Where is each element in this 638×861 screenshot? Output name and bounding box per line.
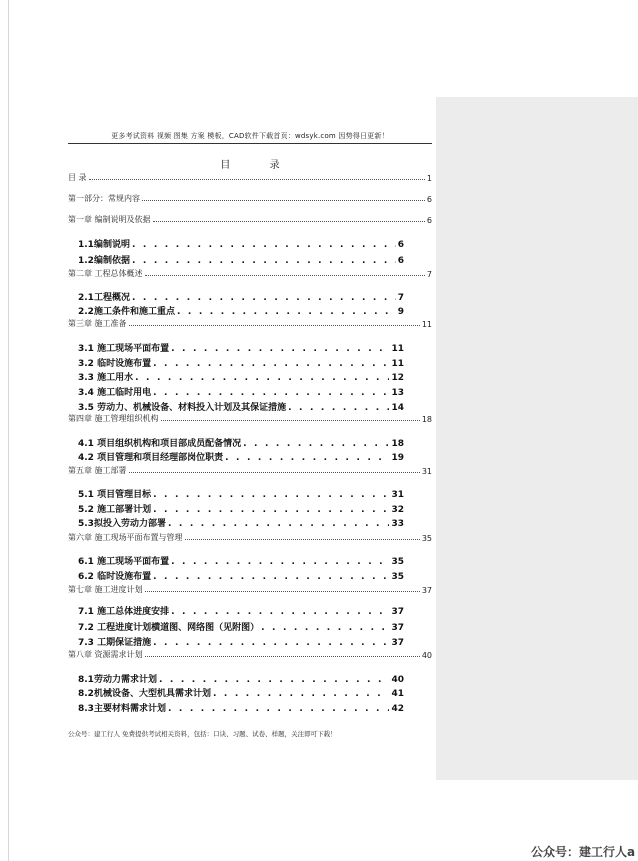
toc-leader-dots [168, 519, 390, 529]
toc-leader-dots [135, 373, 389, 383]
toc-entry-page-number: 37 [391, 607, 404, 617]
toc-entry-label: 第一章 编制说明及依据 [68, 215, 151, 224]
page-header: 更多考试资料 视频 图集 方案 模板，CAD软件下载首页：wdsyk.com 因势得日更新！ [111, 132, 389, 140]
toc-entry-page-number: 19 [391, 453, 404, 463]
toc-section-entry[interactable] [78, 502, 404, 515]
toc-entry-label: 第六章 施工现场平面布置与管理 [68, 533, 183, 542]
toc-entry-page-number: 13 [391, 388, 404, 398]
toc-section-entry[interactable] [78, 701, 404, 714]
toc-chapter-entry[interactable] [68, 214, 432, 225]
toc-entry-page-number: 32 [391, 505, 404, 515]
toc-entry-label: 第一部分：常规内容 [68, 194, 140, 203]
toc-leader-dots [153, 490, 389, 500]
toc-entry-label: 2.1工程概况 [78, 293, 130, 303]
toc-entry-page-number: 37 [421, 586, 432, 595]
toc-entry-page-number: 40 [421, 651, 432, 660]
toc-entry-label: 8.2机械设备、大型机具需求计划 [78, 689, 211, 699]
toc-section-entry[interactable] [78, 370, 404, 383]
toc-leader-dots [171, 557, 389, 567]
toc-section-entry[interactable] [78, 450, 404, 463]
toc-entry-label: 3.5 劳动力、机械设备、材料投入计划及其保证措施 [78, 403, 287, 413]
toc-section-entry[interactable] [78, 290, 404, 303]
toc-chapter-entry[interactable] [68, 584, 432, 595]
toc-leader-dots [168, 704, 390, 714]
side-panel [436, 97, 638, 780]
toc-leader-dots [132, 240, 396, 250]
toc-leader-dots [132, 256, 396, 266]
toc-entry-label: 目 录 [68, 173, 87, 182]
toc-leader-dots [261, 623, 389, 633]
toc-leader-dots [153, 572, 389, 582]
toc-entry-label: 第二章 工程总体概述 [68, 269, 143, 278]
toc-leader-dots [213, 689, 390, 699]
toc-entry-page-number: 40 [391, 675, 404, 685]
toc-entry-label: 第七章 施工进度计划 [68, 585, 143, 594]
toc-leader-dots [153, 221, 425, 222]
toc-entry-page-number: 6 [426, 216, 432, 225]
toc-entry-label: 3.3 施工用水 [78, 373, 134, 383]
toc-chapter-entry[interactable] [68, 465, 432, 476]
toc-section-entry[interactable] [78, 554, 404, 567]
toc-leader-dots [142, 200, 425, 201]
toc-entry-page-number: 35 [421, 534, 432, 543]
toc-chapter-entry[interactable] [68, 172, 432, 183]
toc-title: 目 录 [220, 160, 298, 171]
toc-section-entry[interactable] [78, 686, 404, 699]
toc-leader-dots [129, 472, 420, 473]
toc-section-entry[interactable] [78, 253, 404, 266]
toc-entry-label: 第八章 资源需求计划 [68, 650, 143, 659]
toc-entry-label: 1.2编制依据 [78, 256, 130, 266]
toc-section-entry[interactable] [78, 400, 404, 413]
toc-chapter-entry[interactable] [68, 193, 432, 204]
toc-chapter-entry[interactable] [68, 268, 432, 279]
toc-entry-page-number: 12 [391, 373, 404, 383]
toc-chapter-entry[interactable] [68, 413, 432, 424]
toc-chapter-entry[interactable] [68, 532, 432, 543]
toc-entry-page-number: 37 [391, 623, 404, 633]
toc-leader-dots [153, 388, 389, 398]
toc-entry-page-number: 31 [391, 490, 404, 500]
toc-entry-label: 第五章 施工部署 [68, 466, 127, 475]
toc-leader-dots [145, 656, 420, 657]
toc-leader-dots [161, 420, 420, 421]
toc-entry-page-number: 42 [391, 704, 404, 714]
toc-section-entry[interactable] [78, 672, 404, 685]
toc-entry-label: 3.2 临时设施布置 [78, 359, 152, 369]
toc-entry-label: 3.1 施工现场平面布置 [78, 344, 170, 354]
toc-section-entry[interactable] [78, 304, 404, 317]
toc-entry-label: 4.2 项目管理和项目经理部岗位职责 [78, 453, 224, 463]
toc-section-entry[interactable] [78, 604, 404, 617]
toc-entry-page-number: 35 [391, 557, 404, 567]
toc-entry-page-number: 11 [391, 344, 404, 354]
toc-entry-page-number: 1 [426, 174, 432, 183]
toc-entry-page-number: 37 [391, 638, 404, 648]
toc-entry-label: 4.1 项目组织机构和项目部成员配备情况 [78, 439, 242, 449]
toc-entry-page-number: 6 [397, 256, 404, 266]
watermark: 公众号：建工行人a [531, 845, 636, 859]
toc-entry-label: 7.2 工程进度计划横道图、网络图（见附图） [78, 623, 260, 633]
toc-section-entry[interactable] [78, 635, 404, 648]
toc-entry-label: 第四章 施工管理组织机构 [68, 414, 159, 423]
toc-entry-page-number: 11 [391, 359, 404, 369]
toc-entry-label: 2.2施工条件和施工重点 [78, 307, 175, 317]
page-footer: 公众号：建工行人 免费提供考试相关资料，包括：口诀、习题、试卷、样题，关注即可下载！ [68, 730, 337, 738]
toc-chapter-entry[interactable] [68, 318, 432, 329]
toc-entry-page-number: 14 [391, 403, 404, 413]
toc-entry-page-number: 9 [397, 307, 404, 317]
toc-leader-dots [171, 607, 389, 617]
toc-entry-label: 8.3主要材料需求计划 [78, 704, 166, 714]
toc-entry-label: 6.1 施工现场平面布置 [78, 557, 170, 567]
toc-entry-label: 1.1编制说明 [78, 240, 130, 250]
toc-section-entry[interactable] [78, 569, 404, 582]
toc-section-entry[interactable] [78, 436, 404, 449]
toc-entry-page-number: 35 [391, 572, 404, 582]
toc-entry-page-number: 33 [391, 519, 404, 529]
toc-section-entry[interactable] [78, 356, 404, 369]
toc-entry-label: 3.4 施工临时用电 [78, 388, 152, 398]
toc-entry-page-number: 18 [391, 439, 404, 449]
toc-entry-label: 8.1劳动力需求计划 [78, 675, 157, 685]
toc-leader-dots [132, 293, 396, 303]
toc-leader-dots [153, 638, 389, 648]
toc-entry-label: 5.2 施工部署计划 [78, 505, 152, 515]
toc-leader-dots [159, 675, 390, 685]
toc-entry-label: 第三章 施工准备 [68, 319, 127, 328]
toc-entry-page-number: 7 [397, 293, 404, 303]
toc-leader-dots [129, 325, 420, 326]
toc-leader-dots [185, 539, 420, 540]
toc-entry-label: 6.2 临时设施布置 [78, 572, 152, 582]
toc-section-entry[interactable] [78, 237, 404, 250]
toc-leader-dots [288, 403, 389, 413]
toc-chapter-entry[interactable] [68, 649, 432, 660]
toc-leader-dots [145, 275, 425, 276]
toc-entry-page-number: 11 [421, 320, 432, 329]
toc-leader-dots [225, 453, 389, 463]
toc-leader-dots [145, 591, 420, 592]
toc-entry-page-number: 31 [421, 467, 432, 476]
toc-entry-page-number: 7 [426, 270, 432, 279]
toc-section-entry[interactable] [78, 487, 404, 500]
toc-entry-page-number: 18 [421, 415, 432, 424]
toc-section-entry[interactable] [78, 341, 404, 354]
toc-leader-dots [243, 439, 389, 449]
toc-section-entry[interactable] [78, 385, 404, 398]
toc-entry-label: 7.1 施工总体进度安排 [78, 607, 170, 617]
toc-entry-page-number: 6 [426, 195, 432, 204]
toc-leader-dots [89, 179, 425, 180]
toc-entry-page-number: 41 [391, 689, 404, 699]
toc-entry-label: 5.3拟投入劳动力部署 [78, 519, 166, 529]
header-rule [68, 143, 432, 144]
toc-section-entry[interactable] [78, 620, 404, 633]
page-edge [8, 0, 9, 861]
toc-leader-dots [171, 344, 389, 354]
toc-section-entry[interactable] [78, 516, 404, 529]
toc-leader-dots [153, 359, 389, 369]
toc-entry-label: 7.3 工期保证措施 [78, 638, 152, 648]
toc-leader-dots [153, 505, 389, 515]
toc-entry-label: 5.1 项目管理目标 [78, 490, 152, 500]
toc-leader-dots [177, 307, 396, 317]
toc-entry-page-number: 6 [397, 240, 404, 250]
